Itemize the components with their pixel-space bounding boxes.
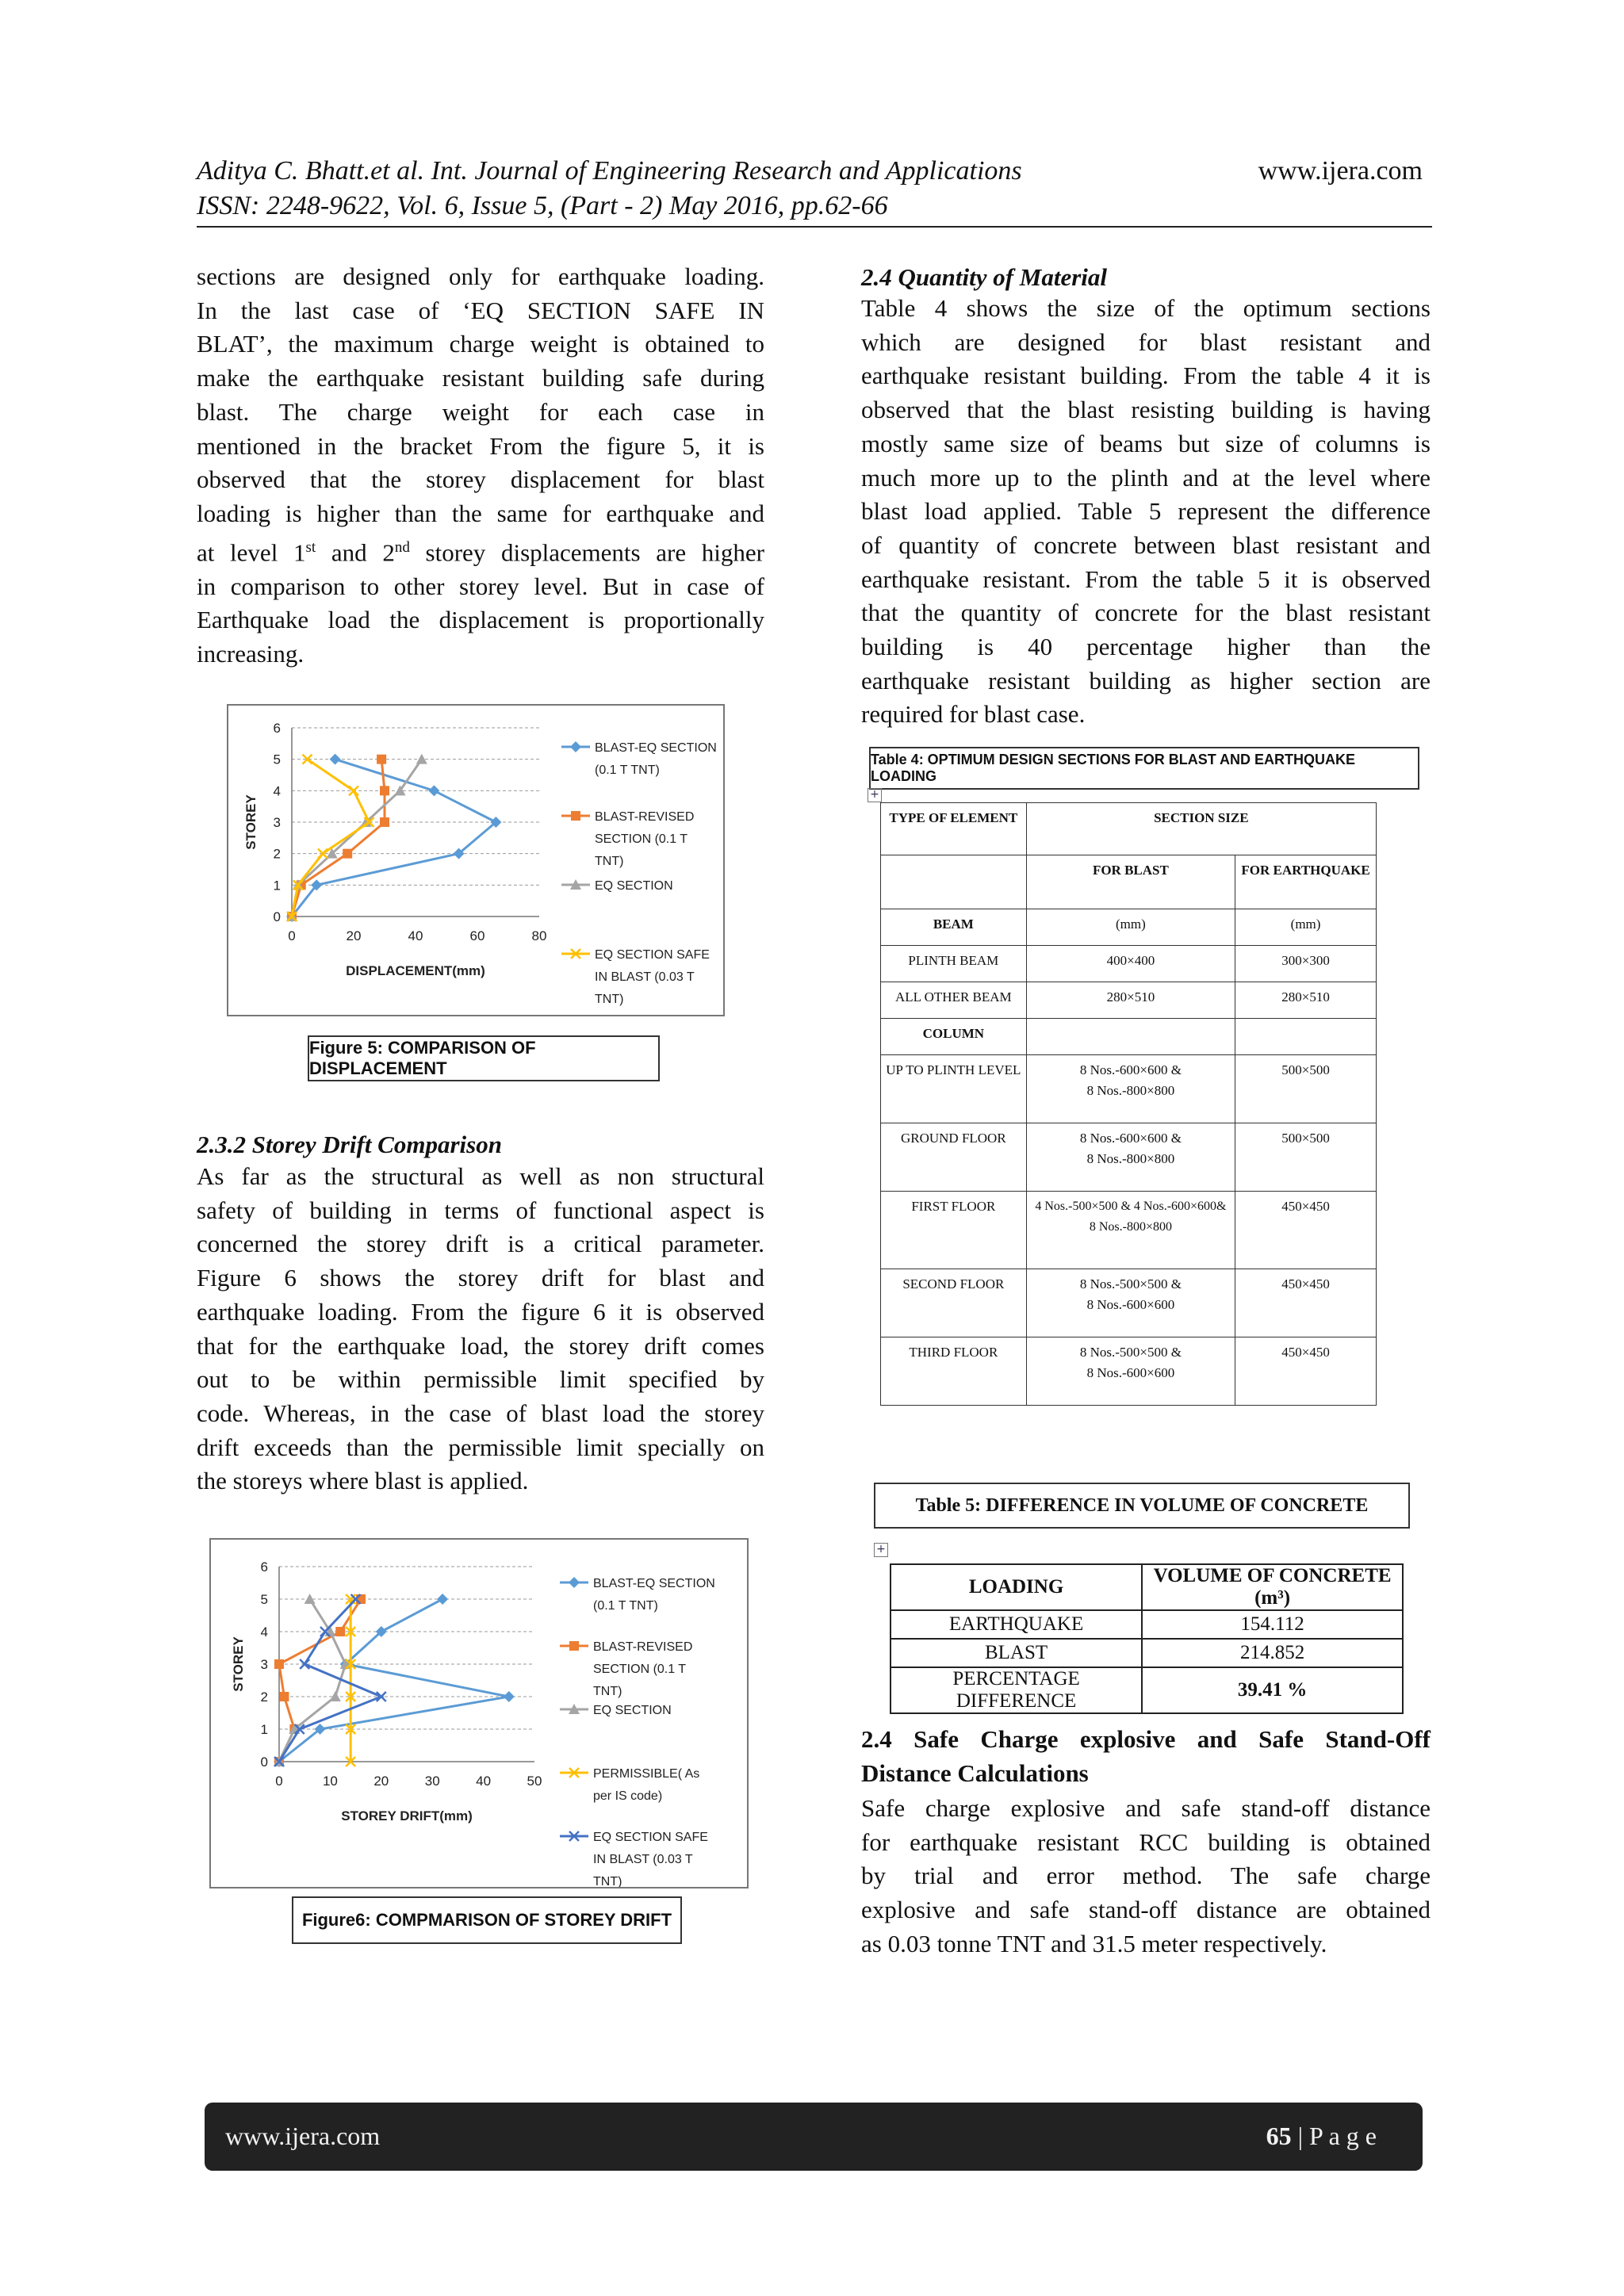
- y-tick-label: 3: [273, 815, 281, 830]
- issn-line: ISSN: 2248-9622, Vol. 6, Issue 5, (Part - 2) May 2016, pp.62-66: [197, 191, 888, 220]
- drift-line-2: safety of building in terms of functional aspect is: [197, 1196, 764, 1224]
- legend-label-line: (0.1 T TNT): [593, 1599, 658, 1613]
- t4-cell: 450×450: [1235, 1337, 1377, 1406]
- section-2-4b-paragraph: [861, 1792, 1431, 1961]
- x-tick-label: 0: [288, 928, 296, 943]
- t4-cell: GROUND FLOOR: [881, 1123, 1027, 1192]
- figure-5-caption: Figure 5: COMPARISON OF DISPLACEMENT: [308, 1035, 660, 1081]
- y-tick-label: 4: [273, 783, 281, 799]
- table-row: [891, 1639, 1403, 1667]
- y-tick-label: 1: [273, 878, 281, 894]
- drift-line-5: earthquake loading. From the figure 6 it is observed: [197, 1297, 764, 1326]
- t4-cell: PLINTH BEAM: [881, 946, 1027, 982]
- legend-label-line: (0.1 T TNT): [595, 763, 660, 777]
- drift-line-1: As far as the structural as well as non structural: [197, 1162, 764, 1190]
- legend-label: [593, 1767, 699, 1803]
- legend-label-line: per IS code): [593, 1789, 663, 1803]
- t4-cell: UP TO PLINTH LEVEL: [881, 1055, 1027, 1123]
- qty-line-7: blast load applied. Table 5 represent the difference: [861, 497, 1431, 526]
- legend-label-line: SECTION (0.1 T: [595, 832, 688, 846]
- t4-cell: 4 Nos.-500×500 & 4 Nos.-600×600&: [1035, 1200, 1227, 1213]
- legend-marker: [570, 741, 581, 752]
- y-tick-label: 0: [273, 909, 281, 924]
- table-row: [881, 1337, 1377, 1406]
- t4-cell: 300×300: [1235, 946, 1377, 982]
- y-tick-label: 6: [273, 721, 281, 736]
- section-2-4-title: 2.4 Quantity of Material: [861, 263, 1108, 291]
- figure-5-chart: [228, 706, 723, 1015]
- section-2-3-2-paragraph: [197, 1160, 764, 1498]
- t5-cell: 39.41 %: [1142, 1667, 1403, 1713]
- page-footer: [205, 2103, 1423, 2171]
- legend-label-line: EQ SECTION: [595, 879, 673, 893]
- qty-line-9: earthquake resistant. From the table 5 it is observed: [861, 564, 1431, 593]
- t4-cell: SECOND FLOOR: [881, 1269, 1027, 1337]
- data-point: [380, 786, 389, 795]
- t5-header-volume: VOLUME OF CONCRETE (m³): [1142, 1564, 1403, 1610]
- footer-page-number: 65 | P a g e: [1266, 2122, 1377, 2150]
- t4-beam-label: BEAM: [881, 909, 1027, 946]
- t4-cell: 8 Nos.-600×600: [1086, 1365, 1175, 1380]
- qty-line-6: much more up to the plinth and at the level where: [861, 463, 1431, 492]
- t4-cell: 8 Nos.-500×500 &: [1079, 1276, 1182, 1292]
- y-tick-label: 5: [260, 1592, 268, 1607]
- footer-url[interactable]: www.ijera.com: [225, 2122, 381, 2150]
- intro-paragraph: [197, 260, 764, 672]
- series-line: [292, 760, 496, 916]
- series-line: [292, 760, 370, 916]
- table-row: [891, 1667, 1403, 1713]
- intro-line-12: increasing.: [197, 640, 304, 668]
- data-point: [343, 849, 352, 859]
- intro-line-4: make the earthquake resistant building safe during: [197, 364, 764, 392]
- intro-line-2: In the last case of ‘EQ SECTION SAFE IN: [197, 296, 764, 324]
- intro-line-11: Earthquake load the displacement is proportionally: [197, 606, 764, 634]
- y-tick-label: 5: [273, 752, 281, 767]
- data-point: [437, 1594, 448, 1605]
- series-line: [279, 1599, 381, 1762]
- intro-line-8: loading is higher than the same for earthquake and: [197, 499, 764, 527]
- t4-column-label: COLUMN: [881, 1019, 1027, 1055]
- header-rule: [197, 226, 1432, 228]
- table-5: [890, 1563, 1404, 1714]
- legend-label: [595, 879, 673, 893]
- table-move-icon[interactable]: +: [868, 788, 882, 802]
- drift-line-10: the storeys where blast is applied.: [197, 1467, 529, 1495]
- legend-marker: [569, 1577, 580, 1588]
- drift-line-3: concerned the storey drift is a critical parameter.: [197, 1230, 764, 1258]
- t4-mm-eq: (mm): [1235, 909, 1377, 946]
- data-point: [377, 755, 386, 764]
- intro-line-1: sections are designed only for earthquake loading.: [197, 262, 764, 290]
- y-tick-label: 3: [260, 1657, 268, 1672]
- t5-cell: PERCENTAGE DIFFERENCE: [891, 1667, 1142, 1713]
- table-row: [881, 1123, 1377, 1192]
- x-tick-label: 60: [469, 928, 485, 943]
- legend-label-line: BLAST-EQ SECTION: [593, 1577, 715, 1590]
- t5-cell: EARTHQUAKE: [891, 1610, 1142, 1639]
- table-move-icon[interactable]: +: [874, 1543, 888, 1557]
- qty-line-8: of quantity of concrete between blast resistant and: [861, 530, 1431, 559]
- qty-line-12: earthquake resistant building as higher section are: [861, 666, 1431, 695]
- legend-marker: [571, 811, 580, 821]
- intro-line-7: observed that the storey displacement for blast: [197, 465, 764, 494]
- journal-url[interactable]: www.ijera.com: [1258, 156, 1423, 186]
- table-row: [881, 1192, 1377, 1269]
- x-tick-label: 0: [275, 1774, 283, 1789]
- t4-cell: 8 Nos.-500×500 &: [1079, 1345, 1182, 1360]
- x-tick-label: 20: [346, 928, 362, 943]
- section-2-4b-title-line-2: Distance Calculations: [861, 1759, 1089, 1787]
- legend-label-line: EQ SECTION SAFE: [593, 1831, 708, 1844]
- legend-label-line: TNT): [593, 1685, 622, 1698]
- x-tick-label: 10: [322, 1774, 338, 1789]
- series-line: [279, 1599, 346, 1762]
- t4-header-section: SECTION SIZE: [1026, 803, 1376, 855]
- drift-line-7: out to be within permissible limit specified by: [197, 1365, 764, 1394]
- data-point: [504, 1691, 515, 1702]
- legend-label: [595, 741, 717, 777]
- legend-label-line: IN BLAST (0.03 T: [593, 1853, 693, 1866]
- y-tick-label: 6: [260, 1559, 268, 1575]
- x-tick-label: 50: [527, 1774, 542, 1789]
- x-tick-label: 30: [424, 1774, 440, 1789]
- t4-header-eq: FOR EARTHQUAKE: [1235, 855, 1377, 909]
- section-2-4-paragraph: [861, 292, 1431, 732]
- qty-line-1: Table 4 shows the size of the optimum sections: [861, 294, 1431, 322]
- data-point: [274, 1659, 284, 1669]
- t4-cell: 8 Nos.-600×600 &: [1079, 1062, 1182, 1077]
- legend-label-line: IN BLAST (0.03 T: [595, 970, 695, 984]
- table-4: [880, 802, 1377, 1406]
- y-tick-label: 4: [260, 1624, 268, 1640]
- safe-line-5: as 0.03 tonne TNT and 31.5 meter respectively.: [861, 1929, 1327, 1957]
- page-number: 65: [1266, 2122, 1292, 2150]
- t4-cell: 500×500: [1235, 1123, 1377, 1192]
- t4-cell: 8 Nos.-800×800: [1086, 1151, 1175, 1166]
- qty-line-13: required for blast case.: [861, 700, 1086, 729]
- y-tick-label: 2: [273, 846, 281, 862]
- t4-cell: 450×450: [1235, 1269, 1377, 1337]
- legend-label-line: BLAST-EQ SECTION: [595, 741, 717, 755]
- t4-cell: 500×500: [1235, 1055, 1377, 1123]
- t4-cell: FIRST FLOOR: [881, 1192, 1027, 1269]
- t4-header-type: TYPE OF ELEMENT: [881, 803, 1027, 855]
- journal-line: Aditya C. Bhatt.et al. Int. Journal of Engineering Research and Applications: [197, 156, 1022, 186]
- x-axis-label: STOREY DRIFT(mm): [341, 1808, 473, 1823]
- t4-cell: ALL OTHER BEAM: [881, 982, 1027, 1019]
- y-tick-label: 2: [260, 1689, 268, 1705]
- figure-5-frame: [227, 704, 725, 1016]
- legend-label: [593, 1577, 715, 1613]
- y-axis-label: STOREY: [231, 1636, 246, 1692]
- x-tick-label: 20: [373, 1774, 389, 1789]
- intro-line-5: blast. The charge weight for each case in: [197, 397, 764, 426]
- qty-line-10: that the quantity of concrete for the blast resistant: [861, 599, 1431, 627]
- legend-label: [595, 948, 710, 1006]
- t4-cell: 400×400: [1026, 946, 1235, 982]
- drift-line-8: code. Whereas, in the case of blast load the storey: [197, 1399, 764, 1427]
- legend-label: [593, 1640, 692, 1698]
- t4-cell: THIRD FLOOR: [881, 1337, 1027, 1406]
- figure-6-chart: [211, 1540, 747, 1887]
- drift-line-9: drift exceeds than the permissible limit specially on: [197, 1433, 764, 1461]
- x-tick-label: 80: [531, 928, 547, 943]
- t4-cell: 8 Nos.-800×800: [1086, 1083, 1175, 1098]
- safe-line-3: by trial and error method. The safe charge: [861, 1862, 1431, 1890]
- legend-label-line: SECTION (0.1 T: [593, 1663, 687, 1676]
- qty-line-2: which are designed for blast resistant and: [861, 327, 1431, 356]
- qty-line-11: building is 40 percentage higher than the: [861, 633, 1431, 661]
- safe-line-1: Safe charge explosive and safe stand-off distance: [861, 1794, 1431, 1822]
- table-row: [881, 1055, 1377, 1123]
- data-point: [380, 817, 389, 827]
- t4-cell: 8 Nos.-800×800: [1089, 1220, 1172, 1234]
- t4-cell: 8 Nos.-600×600 &: [1079, 1131, 1182, 1146]
- legend-label: [595, 810, 694, 868]
- intro-line-3: BLAT’, the maximum charge weight is obtained to: [197, 330, 764, 358]
- x-tick-label: 40: [408, 928, 423, 943]
- series-line: [292, 760, 385, 916]
- y-tick-label: 1: [260, 1722, 268, 1737]
- table-row: [891, 1610, 1403, 1639]
- legend-label-line: EQ SECTION SAFE: [595, 948, 710, 962]
- data-point: [330, 754, 341, 765]
- t4-header-blast: FOR BLAST: [1026, 855, 1235, 909]
- section-2-3-2-title: 2.3.2 Storey Drift Comparison: [197, 1131, 502, 1158]
- x-tick-label: 40: [476, 1774, 492, 1789]
- legend-marker: [569, 1641, 579, 1651]
- drift-line-4: Figure 6 shows the storey drift for blast and: [197, 1264, 764, 1292]
- legend-label-line: PERMISSIBLE( As: [593, 1767, 700, 1781]
- section-2-4b-title-line-1: 2.4 Safe Charge explosive and Safe Stand-Off: [861, 1725, 1431, 1753]
- safe-line-4: explosive and safe stand-off distance are obtained: [861, 1896, 1431, 1924]
- data-point: [356, 1594, 366, 1604]
- t5-cell: 154.112: [1142, 1610, 1403, 1639]
- data-point: [279, 1692, 289, 1701]
- drift-line-6: that for the earthquake load, the storey drift comes: [197, 1331, 764, 1360]
- t5-cell: BLAST: [891, 1639, 1142, 1667]
- t4-cell: 450×450: [1235, 1192, 1377, 1269]
- table-row: [881, 1269, 1377, 1337]
- y-tick-label: 0: [260, 1755, 268, 1770]
- legend-label-line: BLAST-REVISED: [593, 1640, 693, 1654]
- legend-label-line: EQ SECTION: [593, 1704, 672, 1717]
- legend-label-line: BLAST-REVISED: [595, 810, 695, 824]
- t4-mm-blast: (mm): [1026, 909, 1235, 946]
- y-axis-label: STOREY: [243, 794, 259, 850]
- x-axis-label: DISPLACEMENT(mm): [346, 963, 485, 978]
- t5-header-loading: LOADING: [891, 1564, 1142, 1610]
- intro-line-9: at level 1st and 2nd storey displacements are higher: [197, 538, 764, 566]
- legend-label-line: TNT): [595, 855, 624, 868]
- t4-cell: 280×510: [1026, 982, 1235, 1019]
- t4-cell: 8 Nos.-600×600: [1086, 1297, 1175, 1312]
- figure-6-caption: Figure6: COMPMARISON OF STOREY DRIFT: [292, 1896, 682, 1944]
- legend-label-line: TNT): [593, 1875, 622, 1887]
- table-5-title: Table 5: DIFFERENCE IN VOLUME OF CONCRETE: [874, 1483, 1410, 1529]
- table-4-title: Table 4: OPTIMUM DESIGN SECTIONS FOR BLAST AND EARTHQUAKE LOADING: [869, 747, 1419, 790]
- intro-line-10: in comparison to other storey level. But in case of: [197, 572, 764, 600]
- figure-6-frame: [209, 1538, 749, 1888]
- legend-label: [593, 1704, 672, 1717]
- series-line: [279, 1599, 509, 1762]
- qty-line-5: mostly same size of beams but size of columns is: [861, 429, 1431, 457]
- legend-label-line: TNT): [595, 993, 624, 1006]
- data-point: [335, 1627, 345, 1636]
- intro-line-6: mentioned in the bracket From the figure 5, it is: [197, 431, 764, 460]
- t5-cell: 214.852: [1142, 1639, 1403, 1667]
- qty-line-3: earthquake resistant building. From the table 4 it is: [861, 362, 1431, 390]
- data-point: [428, 785, 439, 796]
- safe-line-2: for earthquake resistant RCC building is obtained: [861, 1827, 1431, 1856]
- t4-cell: 280×510: [1235, 982, 1377, 1019]
- legend-label: [593, 1831, 708, 1887]
- qty-line-4: observed that the blast resisting building is having: [861, 396, 1431, 424]
